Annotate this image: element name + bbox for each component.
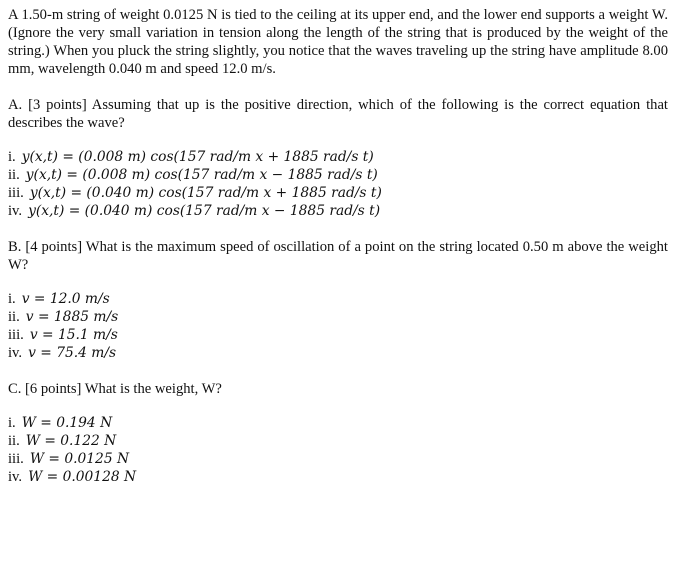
question-a-prompt: A. [3 points] Assuming that up is the positive direction, which of the following is the correct equation that describes the wave? [8, 97, 668, 131]
option-equation: y(x,t) = (0.008 m) cos(157 rad/m x − 1885 rad/s t) [25, 167, 378, 183]
option-number: i. [8, 149, 16, 165]
question-c-options [8, 414, 668, 486]
question-a-option-ii [8, 166, 668, 184]
option-value: W = 0.122 N [25, 433, 117, 449]
question-b-option-iii [8, 326, 668, 344]
question-c-prompt: C. [6 points] What is the weight, W? [8, 381, 222, 397]
option-equation: y(x,t) = (0.040 m) cos(157 rad/m x − 1885 rad/s t) [28, 203, 381, 219]
option-number: ii. [8, 433, 20, 449]
question-a-options [8, 148, 668, 220]
document-page [8, 6, 668, 504]
question-c-option-i [8, 414, 668, 432]
option-number: iii. [8, 185, 24, 201]
question-a-option-iii [8, 184, 668, 202]
question-b-option-ii [8, 308, 668, 326]
option-value: v = 1885 m/s [25, 309, 119, 325]
option-number: i. [8, 291, 16, 307]
option-value: W = 0.194 N [21, 415, 113, 431]
option-number: i. [8, 415, 16, 431]
question-c-option-iii [8, 450, 668, 468]
option-number: ii. [8, 309, 20, 325]
question-a-option-iv [8, 202, 668, 220]
option-number: iv. [8, 203, 23, 219]
question-c-option-ii [8, 432, 668, 450]
option-value: W = 0.0125 N [29, 451, 130, 467]
option-value: v = 12.0 m/s [21, 291, 110, 307]
option-value: v = 15.1 m/s [29, 327, 118, 343]
problem-statement: A 1.50-m string of weight 0.0125 N is tied to the ceiling at its upper end, and the lower end supports a weight W. (Ignore the very small variation in tension along the length of the string that is produced by the weight of the string.) When you pluck the string slightly, you notice that the waves traveling up the string have amplitude 8.00 mm, wavelength 0.040 m and speed 12.0 m/s. [8, 7, 668, 77]
option-number: iv. [8, 469, 23, 485]
question-b-option-iv [8, 344, 668, 362]
option-number: iii. [8, 451, 24, 467]
option-number: ii. [8, 167, 20, 183]
question-a-option-i [8, 148, 668, 166]
question-b-option-i [8, 290, 668, 308]
option-number: iii. [8, 327, 24, 343]
question-c-option-iv [8, 468, 668, 486]
question-b-prompt: B. [4 points] What is the maximum speed of oscillation of a point on the string located 0.50 m above the weight W? [8, 239, 668, 273]
option-value: v = 75.4 m/s [28, 345, 117, 361]
question-b-options [8, 290, 668, 362]
option-number: iv. [8, 345, 23, 361]
option-equation: y(x,t) = (0.040 m) cos(157 rad/m x + 1885 rad/s t) [29, 185, 382, 201]
option-equation: y(x,t) = (0.008 m) cos(157 rad/m x + 1885 rad/s t) [21, 149, 374, 165]
option-value: W = 0.00128 N [28, 469, 137, 485]
